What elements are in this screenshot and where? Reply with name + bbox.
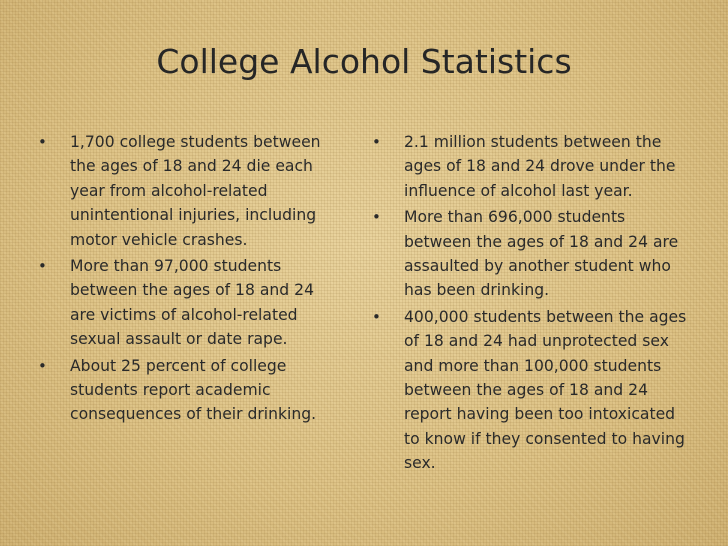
right-bullet-list (372, 130, 692, 478)
bullet-icon: • (372, 307, 381, 326)
bullet-text: 1,700 college students between the ages of 18 and 24 die each year from alcohol-related unintentional injuries, including motor vehicle crashes. (70, 133, 321, 249)
bullet-text: More than 97,000 students between the ages of 18 and 24 are victims of alcohol-related sexual assault or date rape. (70, 257, 314, 349)
bullet-icon: • (372, 133, 381, 151)
bullet-item (38, 254, 338, 352)
bullet-item (38, 130, 338, 252)
bullet-text: 2.1 million students between the ages of 18 and 24 drove under the influence of alcohol last year. (404, 133, 676, 200)
bullet-icon: • (38, 133, 47, 151)
bullet-icon: • (372, 208, 381, 227)
left-bullet-list (38, 130, 338, 429)
bullet-item (38, 354, 338, 427)
bullet-icon: • (38, 257, 47, 276)
bullet-icon: • (38, 356, 47, 375)
bullet-text: More than 696,000 students between the ages of 18 and 24 are assaulted by another student who has been drinking. (404, 208, 679, 300)
bullet-text: About 25 percent of college students report academic consequences of their drinking. (70, 356, 317, 424)
bullet-text: 400,000 students between the ages of 18 and 24 had unprotected sex and more than 100,000 students between the ages of 18 and 24 report having been too intoxicated to know if they consented to having sex. (404, 307, 687, 473)
bullet-item (372, 305, 692, 476)
slide-title: College Alcohol Statistics (156, 42, 572, 81)
bullet-item (372, 130, 692, 203)
bullet-item (372, 205, 692, 303)
